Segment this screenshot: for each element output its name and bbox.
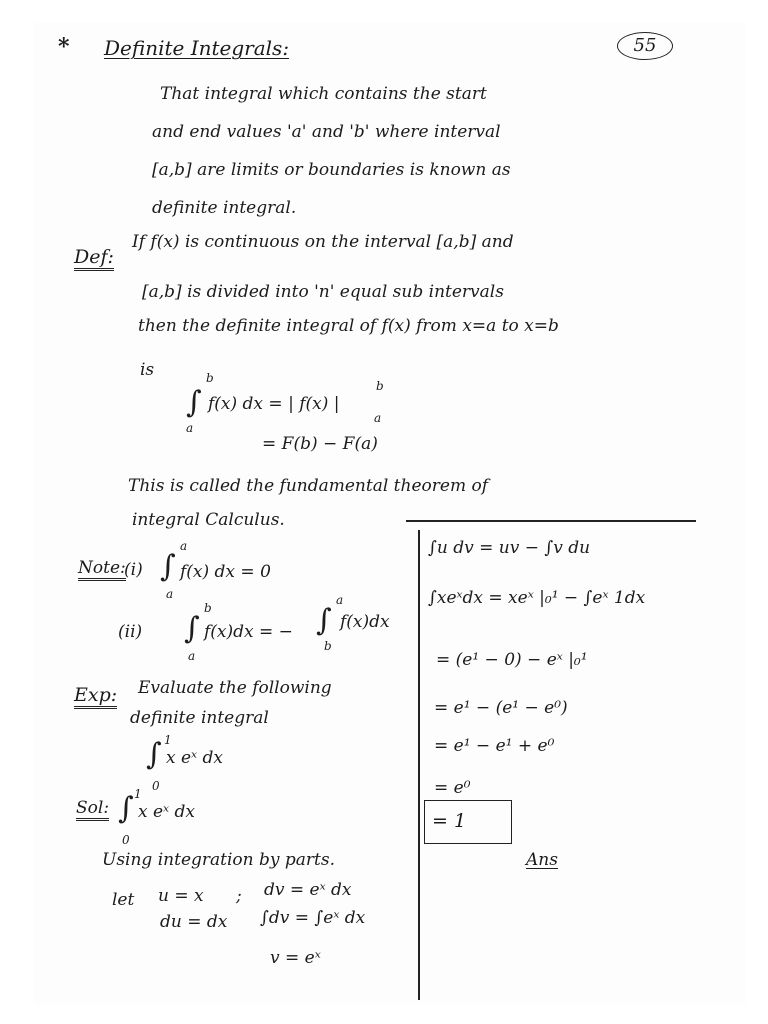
solution-let-label: let [112, 890, 135, 910]
solution-u-def: u = x [158, 886, 204, 906]
definition-line-3: then the definite integral of f(x) from x=a to x=b [138, 316, 559, 336]
solution-label: Sol: [76, 800, 109, 821]
note-item-2-lhs: f(x)dx = − [204, 622, 293, 642]
answer-label: Ans [526, 850, 558, 870]
note-item-1-formula: f(x) dx = 0 [180, 562, 271, 582]
note-2-upper-lhs: b [204, 601, 212, 615]
note-item-2-marker: (ii) [118, 622, 143, 642]
example-integral-sign: ∫ [146, 737, 162, 772]
note-label: Note: [78, 560, 126, 581]
work-step-5: = e⁰ [434, 778, 471, 798]
note-2-lower-rhs: b [324, 639, 332, 653]
solution-integrand: x eˣ dx [138, 802, 195, 822]
definition-label: Def: [74, 248, 114, 271]
example-line-2: definite integral [130, 708, 269, 728]
note-2-lower-lhs: a [188, 649, 196, 663]
solution-upper: 1 [134, 787, 142, 801]
example-upper: 1 [164, 733, 172, 747]
example-label: Exp: [74, 686, 117, 709]
example-lower: 0 [152, 779, 160, 793]
work-divider [418, 530, 420, 1000]
work-step-4: = e¹ − e¹ + e⁰ [434, 736, 555, 756]
work-answer: = 1 [432, 810, 467, 832]
page-title: Definite Integrals: [104, 36, 290, 60]
intro-line-4: definite integral. [152, 198, 297, 218]
note-2-upper-rhs: a [336, 593, 344, 607]
separator-semicolon: ; [236, 886, 242, 906]
work-step-1: ∫xeˣdx = xeˣ |₀¹ − ∫eˣ 1dx [428, 588, 646, 608]
solution-method: Using integration by parts. [102, 850, 335, 870]
solution-v-def: v = eˣ [270, 948, 321, 968]
theorem-line-1: This is called the fundamental theorem of [128, 476, 488, 496]
work-top-rule [406, 520, 696, 522]
formula-result: = F(b) − F(a) [262, 434, 378, 454]
intro-line-3: [a,b] are limits or boundaries is known as [152, 160, 511, 180]
formula-integral: f(x) dx = | f(x) | [208, 394, 340, 414]
note-1-upper: a [180, 539, 188, 553]
note-2-integral-sign-lhs: ∫ [184, 611, 200, 646]
intro-line-1: That integral which contains the start [160, 84, 487, 104]
definition-line-1: If f(x) is continuous on the interval [a,b] and [132, 232, 514, 252]
parts-formula: ∫u dv = uv − ∫v du [428, 538, 591, 558]
note-item-1-marker: (i) [124, 560, 143, 580]
bullet-star: * [58, 34, 70, 60]
work-step-2: = (e¹ − 0) − eˣ |₀¹ [436, 650, 588, 670]
integral-sign: ∫ [186, 385, 202, 420]
definition-line-4: is [140, 360, 155, 380]
work-step-3: = e¹ − (e¹ − e⁰) [434, 698, 568, 718]
formula-lower-limit: a [186, 421, 194, 435]
example-integrand: x eˣ dx [166, 748, 223, 768]
theorem-line-2: integral Calculus. [132, 510, 285, 530]
intro-line-2: and end values 'a' and 'b' where interval [152, 122, 501, 142]
formula-upper-limit: b [206, 371, 214, 385]
solution-du-def: du = dx [160, 912, 228, 932]
note-2-integral-sign-rhs: ∫ [316, 603, 332, 638]
example-line-1: Evaluate the following [138, 678, 332, 698]
solution-lower: 0 [122, 833, 130, 847]
solution-dv-def: dv = eˣ dx [264, 880, 352, 900]
solution-integral-sign: ∫ [118, 791, 134, 826]
page-number: 55 [617, 32, 673, 60]
note-item-2-rhs: f(x)dx [340, 612, 390, 632]
note-1-lower: a [166, 587, 174, 601]
definition-line-2: [a,b] is divided into 'n' equal sub intervals [142, 282, 504, 302]
formula-eval-upper: b [376, 379, 384, 393]
formula-eval-lower: a [374, 411, 382, 425]
note-1-integral-sign: ∫ [160, 549, 176, 584]
solution-int-dv: ∫dv = ∫eˣ dx [260, 908, 366, 928]
